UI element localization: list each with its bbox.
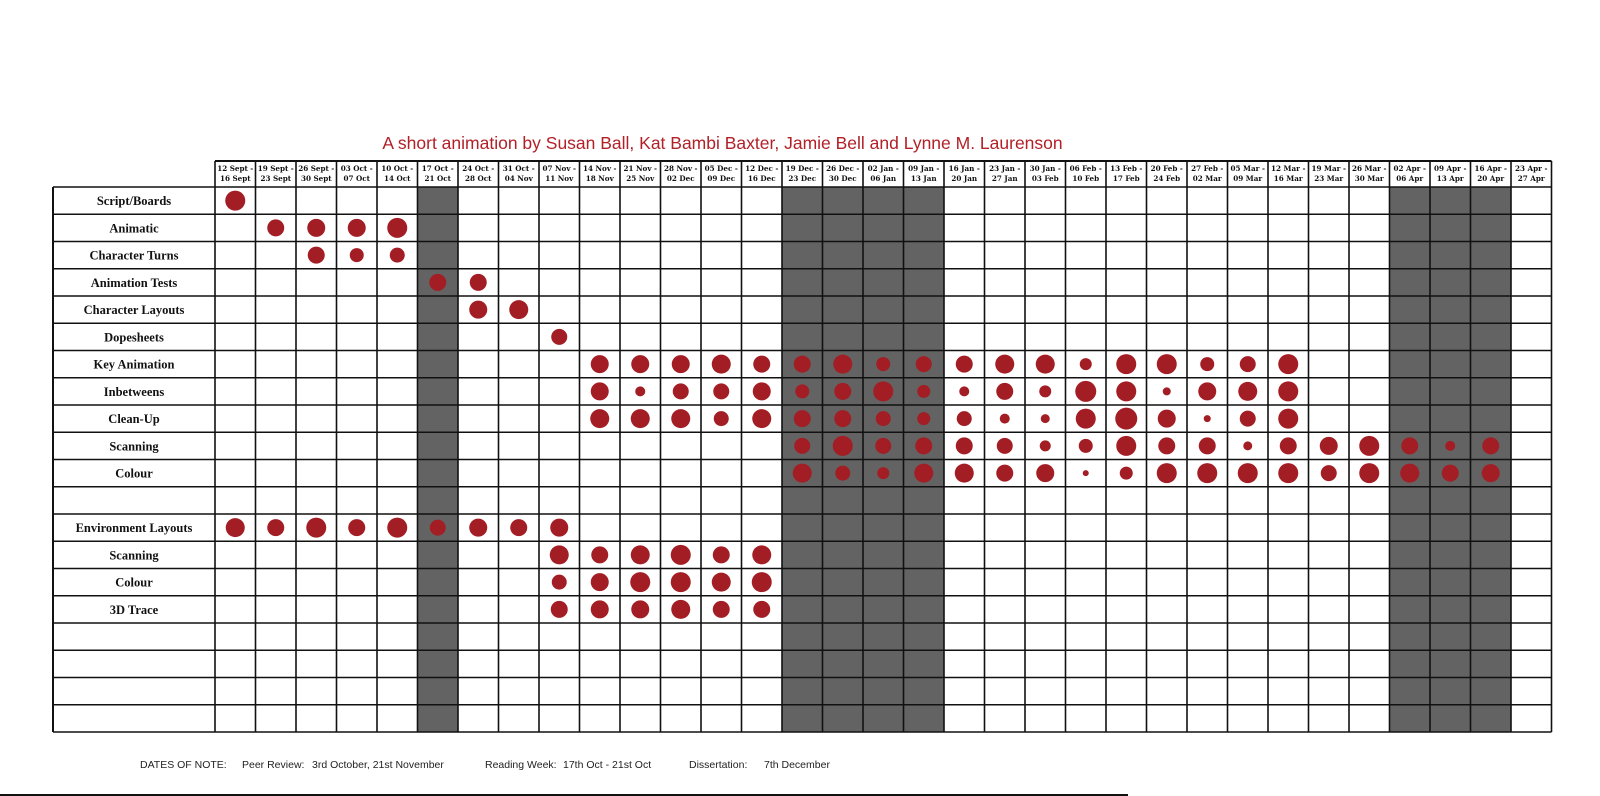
week-start-label: 12 Mar - xyxy=(1271,164,1306,173)
task-dot xyxy=(469,301,487,319)
week-end-label: 20 Jan xyxy=(951,174,978,183)
task-dot xyxy=(631,600,649,618)
task-dot xyxy=(671,545,691,565)
task-dot xyxy=(1238,463,1258,483)
week-end-label: 23 Dec xyxy=(788,174,817,183)
task-label: 3D Trace xyxy=(109,602,159,617)
week-end-label: 16 Mar xyxy=(1273,174,1303,183)
task-dot xyxy=(267,519,284,536)
week-start-label: 03 Oct - xyxy=(340,164,373,173)
task-label: Animation Tests xyxy=(90,275,178,290)
task-dot xyxy=(267,219,284,236)
week-end-label: 02 Dec xyxy=(666,174,695,183)
week-end-label: 06 Jan xyxy=(870,174,897,183)
task-dot xyxy=(430,520,446,536)
week-start-label: 21 Nov - xyxy=(623,164,658,173)
task-dot xyxy=(591,546,608,563)
task-dot xyxy=(552,575,567,590)
task-dot xyxy=(591,382,609,400)
week-start-label: 26 Dec - xyxy=(826,164,860,173)
task-label: Key Animation xyxy=(93,357,175,372)
task-dot xyxy=(306,518,326,538)
week-end-label: 20 Apr xyxy=(1477,174,1505,183)
week-end-label: 04 Nov xyxy=(504,174,533,183)
task-dot xyxy=(794,438,810,454)
week-start-label: 17 Oct - xyxy=(421,164,454,173)
task-label: Script/Boards xyxy=(96,194,172,209)
task-dot xyxy=(1116,436,1136,456)
task-dot xyxy=(673,383,689,399)
task-dot xyxy=(956,356,973,373)
task-dot xyxy=(1076,409,1096,429)
week-end-label: 02 Mar xyxy=(1192,174,1222,183)
week-end-label: 13 Jan xyxy=(910,174,937,183)
task-dot xyxy=(1116,381,1136,401)
week-start-label: 09 Apr - xyxy=(1434,164,1467,173)
task-dot xyxy=(226,518,245,537)
task-dot xyxy=(390,248,405,263)
task-label: Environment Layouts xyxy=(75,521,193,536)
task-label: Scanning xyxy=(109,548,159,563)
task-dot xyxy=(997,438,1013,454)
task-label: Colour xyxy=(115,466,153,481)
week-end-label: 06 Apr xyxy=(1396,174,1424,183)
task-dot xyxy=(1120,467,1133,480)
task-dot xyxy=(550,545,569,564)
week-end-label: 11 Nov xyxy=(545,174,574,183)
task-dot xyxy=(752,409,771,428)
task-dot xyxy=(794,356,811,373)
reading-week-label: Reading Week: xyxy=(485,759,557,771)
task-dot xyxy=(550,519,568,537)
task-dot xyxy=(1115,408,1137,430)
week-end-label: 30 Dec xyxy=(828,174,857,183)
task-dot xyxy=(916,356,932,372)
week-end-label: 28 Oct xyxy=(465,174,492,183)
week-start-label: 31 Oct - xyxy=(502,164,535,173)
task-dot xyxy=(959,386,969,396)
task-dot xyxy=(995,355,1014,374)
week-start-label: 16 Jan - xyxy=(948,164,980,173)
week-start-label: 12 Dec - xyxy=(745,164,779,173)
task-dot xyxy=(1039,385,1051,397)
task-dot xyxy=(833,355,852,374)
notes-heading: DATES OF NOTE: xyxy=(140,759,227,771)
week-start-label: 27 Feb - xyxy=(1191,164,1224,173)
task-dot xyxy=(225,191,245,211)
week-end-label: 10 Feb xyxy=(1072,174,1100,183)
week-start-label: 10 Oct - xyxy=(381,164,414,173)
week-start-label: 19 Mar - xyxy=(1311,164,1346,173)
task-dot xyxy=(1278,463,1298,483)
week-start-label: 14 Nov - xyxy=(582,164,617,173)
task-dot xyxy=(1243,441,1252,450)
week-start-label: 05 Dec - xyxy=(704,164,738,173)
task-dot xyxy=(915,437,932,454)
task-dot xyxy=(1075,381,1096,402)
week-end-label: 14 Oct xyxy=(384,174,411,183)
task-dot xyxy=(1163,387,1171,395)
task-dot xyxy=(1158,437,1175,454)
task-dot xyxy=(713,383,729,399)
week-end-label: 18 Nov xyxy=(585,174,614,183)
week-start-label: 23 Jan - xyxy=(989,164,1021,173)
task-label: Scanning xyxy=(109,439,159,454)
task-dot xyxy=(956,437,973,454)
peer-review-dates: 3rd October, 21st November xyxy=(312,759,444,771)
week-end-label: 07 Oct xyxy=(343,174,370,183)
task-dot xyxy=(1157,354,1177,374)
task-dot xyxy=(1036,355,1055,374)
task-label: Clean-Up xyxy=(108,412,160,427)
task-label: Dopesheets xyxy=(104,330,164,345)
task-dot xyxy=(1080,358,1092,370)
task-dot xyxy=(551,329,567,345)
task-dot xyxy=(1400,464,1419,483)
task-dot xyxy=(671,600,690,619)
week-start-label: 16 Apr - xyxy=(1474,164,1507,173)
week-end-label: 23 Mar xyxy=(1314,174,1344,183)
task-dot xyxy=(671,409,690,428)
week-start-label: 02 Apr - xyxy=(1393,164,1426,173)
chart-title: A short animation by Susan Ball, Kat Bambi Baxter, Jamie Bell and Lynne M. Laurenson xyxy=(382,133,1063,153)
week-start-label: 26 Sept - xyxy=(298,164,335,173)
task-dot xyxy=(875,438,891,454)
task-dot xyxy=(1200,357,1214,371)
task-dot xyxy=(712,355,731,374)
task-dot xyxy=(1278,354,1298,374)
week-start-label: 06 Feb - xyxy=(1069,164,1102,173)
task-dot xyxy=(1198,382,1216,400)
week-end-label: 09 Dec xyxy=(707,174,736,183)
task-dot xyxy=(714,411,729,426)
task-dot xyxy=(1000,414,1010,424)
task-dot xyxy=(1240,356,1256,372)
task-dot xyxy=(1482,437,1499,454)
dissertation-date: 7th December xyxy=(764,759,830,771)
task-dot xyxy=(1041,414,1050,423)
week-end-label: 17 Feb xyxy=(1112,174,1140,183)
task-dot xyxy=(752,572,772,592)
task-dot xyxy=(308,247,325,264)
task-dot xyxy=(1359,436,1379,456)
task-dot xyxy=(914,464,933,483)
week-end-label: 16 Dec xyxy=(747,174,776,183)
peer-review-label: Peer Review: xyxy=(242,759,305,771)
reading-week-dates: 17th Oct - 21st Oct xyxy=(563,759,652,771)
task-dot xyxy=(590,409,609,428)
week-end-label: 30 Sept xyxy=(300,174,332,183)
task-dot xyxy=(1157,463,1177,483)
week-start-label: 13 Feb - xyxy=(1110,164,1143,173)
task-dot xyxy=(387,518,407,538)
week-end-label: 21 Oct xyxy=(424,174,451,183)
task-dot xyxy=(873,381,893,401)
task-dot xyxy=(591,600,609,618)
task-dot xyxy=(752,545,771,564)
week-start-label: 30 Jan - xyxy=(1029,164,1061,173)
task-dot xyxy=(1278,381,1298,401)
task-dot xyxy=(1238,382,1257,401)
week-start-label: 19 Sept - xyxy=(257,164,294,173)
task-dot xyxy=(470,274,487,291)
task-dot xyxy=(1199,437,1216,454)
week-end-label: 27 Jan xyxy=(991,174,1018,183)
task-dot xyxy=(1278,409,1298,429)
task-label: Character Turns xyxy=(89,248,179,263)
task-dot xyxy=(834,410,851,427)
task-dot xyxy=(1359,463,1379,483)
task-dot xyxy=(635,386,645,396)
week-end-label: 24 Feb xyxy=(1153,174,1181,183)
task-dot xyxy=(955,464,974,483)
task-dot xyxy=(348,219,366,237)
task-dot xyxy=(1240,411,1256,427)
week-start-label: 20 Feb - xyxy=(1150,164,1183,173)
week-end-label: 30 Mar xyxy=(1354,174,1384,183)
week-start-label: 23 Apr - xyxy=(1515,164,1548,173)
week-end-label: 27 Apr xyxy=(1517,174,1545,183)
week-start-label: 19 Dec - xyxy=(785,164,819,173)
task-dot xyxy=(753,601,770,618)
task-dot xyxy=(1204,415,1211,422)
week-start-label: 12 Sept - xyxy=(217,164,254,173)
task-dot xyxy=(348,519,365,536)
week-end-label: 13 Apr xyxy=(1436,174,1464,183)
task-dot xyxy=(712,573,731,592)
task-dot xyxy=(1401,437,1418,454)
task-dot xyxy=(917,412,930,425)
week-start-label: 24 Oct - xyxy=(462,164,495,173)
task-dot xyxy=(996,383,1013,400)
task-dot xyxy=(1320,437,1338,455)
task-dot xyxy=(1040,440,1051,451)
task-dot xyxy=(713,601,730,618)
task-dot xyxy=(753,356,770,373)
task-label: Animatic xyxy=(109,221,159,236)
task-dot xyxy=(1083,470,1089,476)
week-end-label: 03 Feb xyxy=(1031,174,1059,183)
task-dot xyxy=(794,410,811,427)
task-label: Character Layouts xyxy=(83,303,185,318)
task-dot xyxy=(753,382,771,400)
task-dot xyxy=(1079,439,1093,453)
task-dot xyxy=(387,218,407,238)
task-dot xyxy=(996,465,1013,482)
dissertation-label: Dissertation: xyxy=(689,759,748,771)
task-dot xyxy=(551,601,568,618)
task-label: Inbetweens xyxy=(103,384,165,399)
task-dot xyxy=(917,385,930,398)
week-end-label: 09 Mar xyxy=(1233,174,1263,183)
task-dot xyxy=(835,466,850,481)
task-dot xyxy=(509,300,528,319)
task-dot xyxy=(877,467,889,479)
task-dot xyxy=(833,436,853,456)
task-dot xyxy=(671,572,691,592)
task-dot xyxy=(1280,437,1297,454)
task-dot xyxy=(713,546,730,563)
week-start-label: 05 Mar - xyxy=(1230,164,1265,173)
task-dot xyxy=(1116,354,1136,374)
week-start-label: 07 Nov - xyxy=(542,164,577,173)
task-dot xyxy=(631,545,650,564)
task-dot xyxy=(876,411,891,426)
task-dot xyxy=(631,355,649,373)
week-start-label: 26 Mar - xyxy=(1352,164,1387,173)
task-dot xyxy=(1036,464,1054,482)
task-dot xyxy=(793,464,812,483)
task-dot xyxy=(1197,463,1217,483)
task-dot xyxy=(1442,465,1459,482)
task-dot xyxy=(350,248,364,262)
task-dot xyxy=(429,274,446,291)
week-end-label: 23 Sept xyxy=(260,174,292,183)
task-label: Colour xyxy=(115,575,153,590)
task-dot xyxy=(591,573,609,591)
week-start-label: 28 Nov - xyxy=(663,164,698,173)
task-dot xyxy=(1445,441,1455,451)
task-dot xyxy=(834,383,851,400)
task-dot xyxy=(672,355,690,373)
week-start-label: 09 Jan - xyxy=(908,164,940,173)
task-dot xyxy=(957,411,972,426)
task-dot xyxy=(795,384,809,398)
task-dot xyxy=(631,409,650,428)
task-dot xyxy=(469,519,487,537)
task-dot xyxy=(1482,464,1500,482)
task-dot xyxy=(630,572,650,592)
task-dot xyxy=(307,219,325,237)
task-dot xyxy=(591,355,609,373)
task-dot xyxy=(1321,465,1337,481)
week-start-label: 02 Jan - xyxy=(867,164,899,173)
week-end-label: 16 Sept xyxy=(219,174,251,183)
task-dot xyxy=(876,357,890,371)
task-dot xyxy=(1158,410,1176,428)
week-end-label: 25 Nov xyxy=(626,174,655,183)
task-dot xyxy=(510,519,527,536)
